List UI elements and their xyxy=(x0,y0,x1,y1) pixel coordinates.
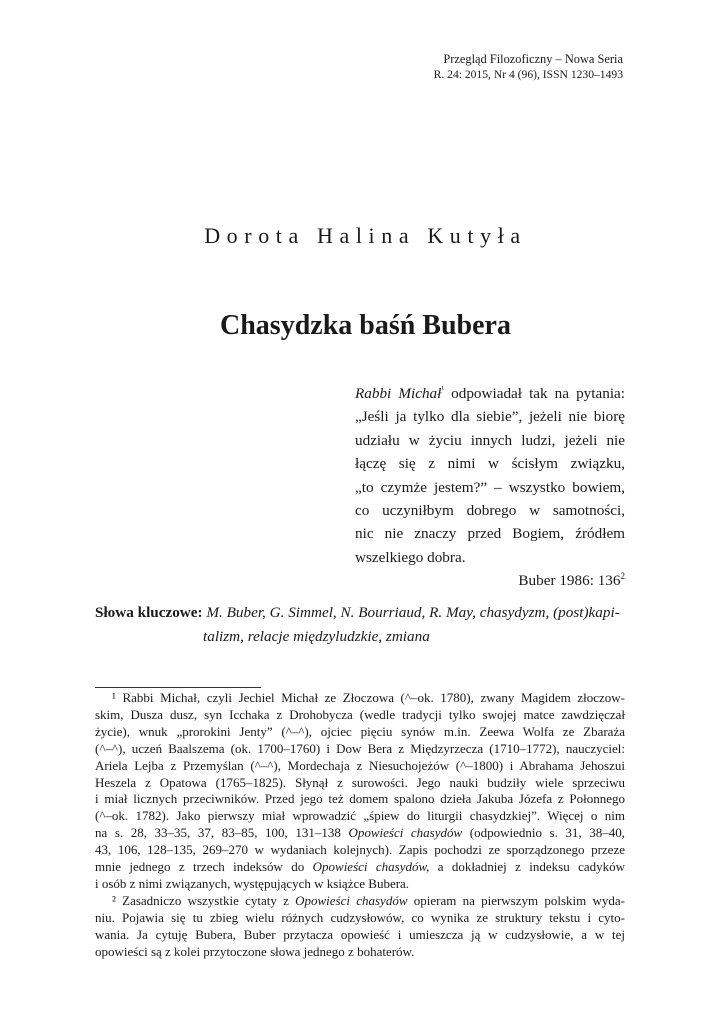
motto-line: wszelkiego dobra. xyxy=(355,548,466,566)
keywords-text: talizm, relacje międzyludzkie, zmiana xyxy=(203,627,430,645)
footnote-2-line: opowieści są z kolei przytoczone słowa jednego z bohaterów. xyxy=(95,943,415,959)
footnote-1-line: Ariela Lejba z Przemyślan (^–^), Mordechaja z Niesuchojeżów (^–1800) i Abrahama Jehoszui xyxy=(95,757,625,773)
keywords-block xyxy=(95,601,625,648)
footnote-1-line xyxy=(95,825,625,842)
footnote-text: opieram na pierwszym polskim wyda- xyxy=(407,892,625,908)
footnote-text: na s. 28, 33–35, 37, 83–85, 100, 131–138 xyxy=(95,825,349,841)
book-title: Opowieści chasydów, xyxy=(312,859,430,875)
journal-name: Przegląd Filozoficzny – Nowa Seria xyxy=(443,52,623,66)
motto-line: udziału w życiu innych ludzi, jeżeli nie xyxy=(355,431,625,449)
book-title: Opowieści chasydów xyxy=(295,892,408,908)
footnote-1-line: życie), wnuk „prorokini Jenty” (^–^), ojciec pięciu synów m.in. Zeewa Wolfa ze Zbaraża xyxy=(95,723,625,739)
motto-line: „Jeśli ja tylko dla siebie”, jeżeli nie biorę xyxy=(355,408,625,426)
footnote-1-line: ¹ Rabbi Michał, czyli Jechiel Michał ze Złoczowa (^–ok. 1780), zwany Magidem złoczow- xyxy=(112,690,625,705)
journal-header xyxy=(434,52,623,82)
motto-line-text: odpowiadał tak na pytania: xyxy=(444,385,626,402)
footnote-text: (odpowiednio s. 31, 38–40, xyxy=(462,825,625,841)
motto-source-text: Buber 1986: 136 xyxy=(518,572,621,590)
footnote-2-line xyxy=(95,893,625,910)
motto-speaker: Rabbi Michał xyxy=(355,385,442,402)
motto-line xyxy=(355,382,625,405)
footnotes xyxy=(95,690,625,961)
motto-line: nic nie znaczy przed Bogiem, źródłem xyxy=(355,525,625,543)
keywords-label: Słowa kluczowe: xyxy=(95,604,203,621)
footnote-1-line: skim, Dusza dusz, syn Icchaka z Drohobycza (wedle tradycji tylko swojej matce zawdzięczał xyxy=(95,706,625,722)
motto-line: „to czymże jestem?” – wszystko bowiem, xyxy=(355,478,625,496)
footnote-2-line: wania. Ja cytuję Bubera, Buber przytacza opowieść i umieszcza ją w cudzysłowie, a w tej xyxy=(95,926,625,942)
footnote-1-line xyxy=(95,859,625,876)
footnote-divider xyxy=(95,687,261,688)
motto-source xyxy=(355,569,625,592)
footnote-1-line: 43, 106, 128–135, 269–270 w wydaniach kolejnych). Zapis pochodzi ze sporządzonego przeze xyxy=(95,842,625,858)
keywords-text: M. Buber, G. Simmel, N. Bourriaud, R. May, chasydyzm, (post)kapi- xyxy=(206,604,620,621)
footnote-ref-1[interactable]: ¹ xyxy=(441,383,445,394)
footnote-ref-2[interactable]: 2 xyxy=(620,571,625,582)
footnote-1-line: (^–^), uczeń Baalszema (ok. 1700–1760) i Dow Bera z Międzyrzecza (1710–1772), nauczyciel: xyxy=(95,740,625,756)
motto-epigraph xyxy=(355,382,625,593)
journal-issue: R. 24: 2015, Nr 4 (96), ISSN 1230–1493 xyxy=(433,68,623,81)
footnote-text: ² Zasadniczo wszystkie cytaty z xyxy=(112,892,296,908)
article-author: Dorota Halina Kutyła xyxy=(204,223,527,248)
footnote-1-line: i osób z nimi związanych, występujących w książce Bubera. xyxy=(95,875,410,891)
motto-line: łączę się z nimi w ścisłym związku, xyxy=(355,455,625,473)
article-title: Chasydzka baśń Bubera xyxy=(220,310,511,341)
footnote-1-line: i miał licznych przeciwników. Przed jego też domem spalono dzieła Jakuba Józefa z Połonnego xyxy=(95,791,625,807)
keywords-row xyxy=(95,601,625,625)
footnote-1-line: Heszela z Opatowa (1765–1825). Słynął z surowości. Jego nauki budziły wiele sprzeciwu xyxy=(95,774,625,790)
footnote-text: mnie jednego z trzech indeksów do xyxy=(95,859,313,875)
footnote-2-line: niu. Pojawia się tu zbieg wielu różnych cudzysłowów, co wynika ze struktury tekstu i cyto- xyxy=(95,909,625,925)
footnote-text: a dokładniej z indeksu cadyków xyxy=(429,859,625,875)
book-title: Opowieści chasydów xyxy=(348,825,463,841)
motto-line: co uczyniłbym dobrego w samotności, xyxy=(355,502,625,520)
footnote-1-line: (^–ok. 1782). Jako pierwszy miał wprowadzić „śpiew do liturgii chasydzkiej”. Więcej o nim xyxy=(95,808,625,824)
